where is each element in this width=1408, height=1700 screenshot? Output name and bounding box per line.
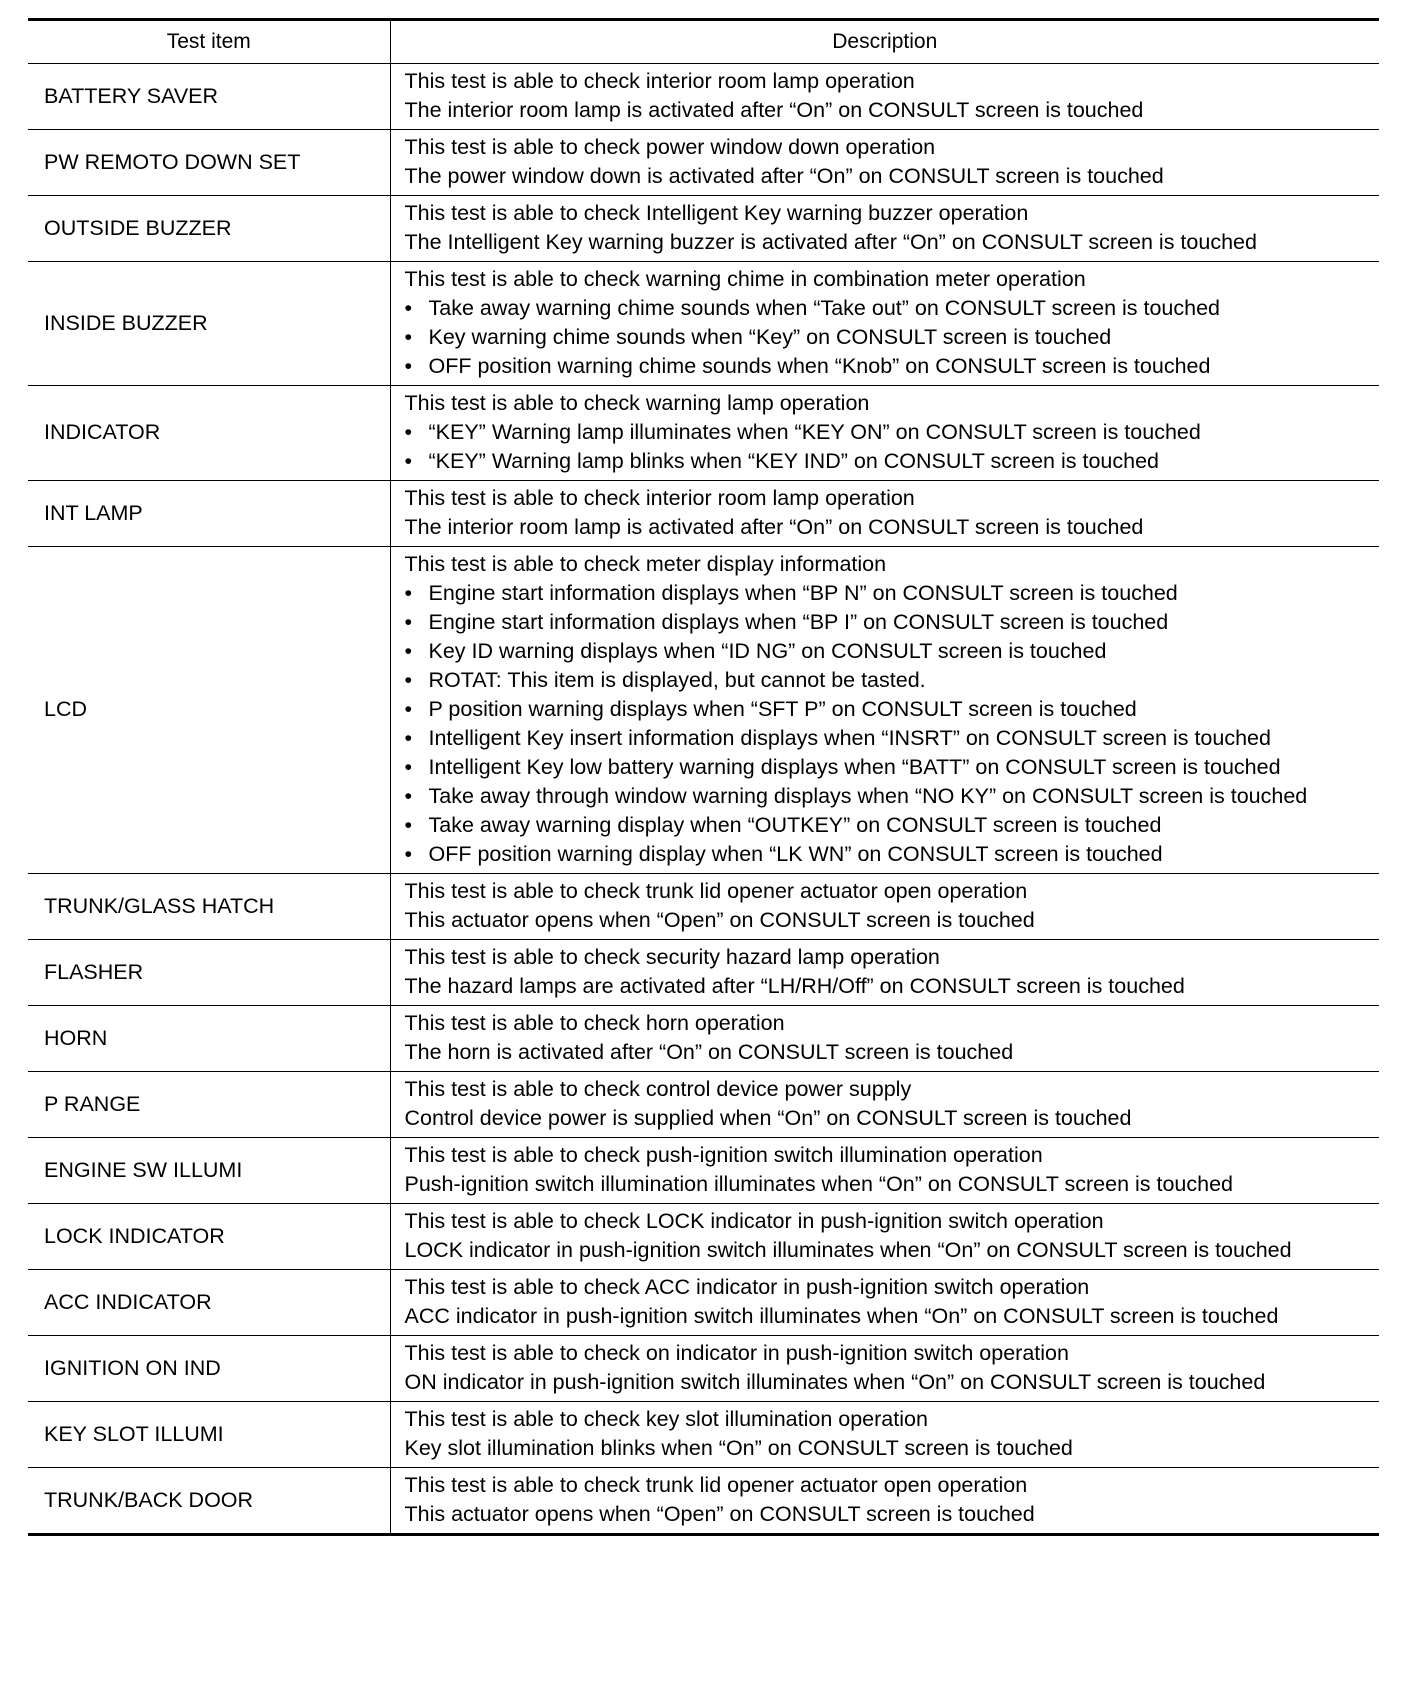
description-detail: The power window down is activated after “On” on CONSULT screen is touched	[404, 164, 1164, 188]
description-cell	[390, 1402, 1379, 1468]
description-intro: This test is able to check control device power supply	[404, 1077, 912, 1101]
table-body	[28, 64, 1379, 1535]
test-item-cell: ACC INDICATOR	[28, 1270, 390, 1336]
table-row	[28, 1468, 1379, 1535]
description-detail: The Intelligent Key warning buzzer is activated after “On” on CONSULT screen is touched	[404, 230, 1257, 254]
description-detail: The interior room lamp is activated after “On” on CONSULT screen is touched	[404, 515, 1144, 539]
test-item-cell: LOCK INDICATOR	[28, 1204, 390, 1270]
bullet-icon: •	[404, 354, 413, 378]
description-bullet	[405, 447, 1376, 476]
bullet-text: Intelligent Key insert information displays when “INSRT” on CONSULT screen is touched	[428, 726, 1271, 750]
description-detail: ON indicator in push-ignition switch illuminates when “On” on CONSULT screen is touched	[404, 1370, 1266, 1394]
test-item-cell: TRUNK/GLASS HATCH	[28, 874, 390, 940]
test-item-cell: LCD	[28, 547, 390, 874]
bullet-icon: •	[404, 449, 413, 473]
description-cell	[390, 386, 1379, 481]
bullet-text: OFF position warning chime sounds when “Knob” on CONSULT screen is touched	[428, 354, 1211, 378]
description-bullet	[405, 637, 1376, 666]
description-cell	[390, 1006, 1379, 1072]
description-bullet	[405, 352, 1376, 381]
test-item-cell: INDICATOR	[28, 386, 390, 481]
table-row	[28, 130, 1379, 196]
description-intro: This test is able to check Intelligent Key warning buzzer operation	[404, 201, 1029, 225]
test-item-cell: ENGINE SW ILLUMI	[28, 1138, 390, 1204]
description-intro: This test is able to check power window down operation	[404, 135, 936, 159]
description-cell	[390, 262, 1379, 386]
description-cell	[390, 1468, 1379, 1535]
bullet-text: Take away warning chime sounds when “Take out” on CONSULT screen is touched	[428, 296, 1221, 320]
table-row	[28, 1402, 1379, 1468]
table-row	[28, 874, 1379, 940]
table-row	[28, 547, 1379, 874]
description-cell	[390, 1072, 1379, 1138]
description-bullet	[405, 811, 1376, 840]
bullet-icon: •	[404, 697, 413, 721]
bullet-icon: •	[404, 755, 413, 779]
description-cell	[390, 64, 1379, 130]
description-bullet	[405, 294, 1376, 323]
bullet-text: P position warning displays when “SFT P” on CONSULT screen is touched	[428, 697, 1137, 721]
header-description: Description	[390, 20, 1379, 64]
description-detail: Push-ignition switch illumination illuminates when “On” on CONSULT screen is touched	[404, 1172, 1234, 1196]
description-detail: The hazard lamps are activated after “LH/RH/Off” on CONSULT screen is touched	[404, 974, 1185, 998]
bullet-icon: •	[404, 581, 413, 605]
description-bullet	[405, 579, 1376, 608]
test-item-cell: IGNITION ON IND	[28, 1336, 390, 1402]
table-row	[28, 262, 1379, 386]
description-intro: This test is able to check trunk lid opener actuator open operation	[404, 879, 1028, 903]
description-detail: Control device power is supplied when “On” on CONSULT screen is touched	[404, 1106, 1132, 1130]
bullet-text: “KEY” Warning lamp blinks when “KEY IND” on CONSULT screen is touched	[428, 449, 1159, 473]
bullet-icon: •	[404, 813, 413, 837]
test-item-cell: BATTERY SAVER	[28, 64, 390, 130]
bullet-text: Engine start information displays when “BP N” on CONSULT screen is touched	[428, 581, 1178, 605]
description-cell	[390, 130, 1379, 196]
description-bullet	[405, 753, 1376, 782]
active-test-table	[28, 18, 1379, 1536]
description-bullet	[405, 840, 1376, 869]
table-row	[28, 940, 1379, 1006]
description-cell	[390, 196, 1379, 262]
description-cell	[390, 874, 1379, 940]
description-detail: The interior room lamp is activated after “On” on CONSULT screen is touched	[404, 98, 1144, 122]
table-row	[28, 196, 1379, 262]
description-bullet	[405, 695, 1376, 724]
description-bullet	[405, 608, 1376, 637]
bullet-text: Take away through window warning displays when “NO KY” on CONSULT screen is touched	[428, 784, 1308, 808]
description-cell	[390, 1138, 1379, 1204]
description-cell	[390, 1336, 1379, 1402]
description-intro: This test is able to check meter display information	[404, 552, 887, 576]
table-row	[28, 1204, 1379, 1270]
description-bullet	[405, 782, 1376, 811]
bullet-text: Take away warning display when “OUTKEY” on CONSULT screen is touched	[428, 813, 1162, 837]
description-cell	[390, 1204, 1379, 1270]
description-intro: This test is able to check key slot illumination operation	[404, 1407, 928, 1431]
description-cell	[390, 1270, 1379, 1336]
bullet-icon: •	[404, 668, 413, 692]
table-row	[28, 64, 1379, 130]
header-test-item: Test item	[28, 20, 390, 64]
bullet-icon: •	[404, 325, 413, 349]
description-intro: This test is able to check interior room lamp operation	[404, 69, 915, 93]
description-detail: Key slot illumination blinks when “On” on CONSULT screen is touched	[404, 1436, 1073, 1460]
test-item-cell: FLASHER	[28, 940, 390, 1006]
table-row	[28, 1138, 1379, 1204]
description-detail: This actuator opens when “Open” on CONSULT screen is touched	[404, 908, 1035, 932]
description-cell	[390, 481, 1379, 547]
description-bullet	[405, 418, 1376, 447]
description-intro: This test is able to check horn operation	[404, 1011, 785, 1035]
bullet-icon: •	[404, 420, 413, 444]
test-item-cell: KEY SLOT ILLUMI	[28, 1402, 390, 1468]
bullet-icon: •	[404, 726, 413, 750]
bullet-text: Intelligent Key low battery warning displays when “BATT” on CONSULT screen is touched	[428, 755, 1281, 779]
bullet-icon: •	[404, 842, 413, 866]
bullet-text: Engine start information displays when “BP I” on CONSULT screen is touched	[428, 610, 1169, 634]
description-cell	[390, 940, 1379, 1006]
bullet-text: ROTAT: This item is displayed, but cannot be tasted.	[428, 668, 926, 692]
bullet-text: OFF position warning display when “LK WN” on CONSULT screen is touched	[428, 842, 1163, 866]
bullet-text: Key ID warning displays when “ID NG” on CONSULT screen is touched	[428, 639, 1107, 663]
table-row	[28, 1072, 1379, 1138]
description-intro: This test is able to check interior room lamp operation	[404, 486, 915, 510]
description-bullet	[405, 666, 1376, 695]
table-row	[28, 1006, 1379, 1072]
bullet-icon: •	[404, 639, 413, 663]
description-intro: This test is able to check ACC indicator in push-ignition switch operation	[404, 1275, 1090, 1299]
test-item-cell: INSIDE BUZZER	[28, 262, 390, 386]
description-intro: This test is able to check push-ignition switch illumination operation	[404, 1143, 1043, 1167]
bullet-icon: •	[404, 784, 413, 808]
bullet-text: Key warning chime sounds when “Key” on CONSULT screen is touched	[428, 325, 1112, 349]
test-item-cell: P RANGE	[28, 1072, 390, 1138]
test-item-cell: TRUNK/BACK DOOR	[28, 1468, 390, 1535]
bullet-icon: •	[404, 296, 413, 320]
test-item-cell: PW REMOTO DOWN SET	[28, 130, 390, 196]
description-intro: This test is able to check on indicator in push-ignition switch operation	[404, 1341, 1069, 1365]
description-intro: This test is able to check LOCK indicator in push-ignition switch operation	[404, 1209, 1104, 1233]
description-bullet	[405, 323, 1376, 352]
bullet-text: “KEY” Warning lamp illuminates when “KEY ON” on CONSULT screen is touched	[428, 420, 1201, 444]
bullet-icon: •	[404, 610, 413, 634]
table-row	[28, 481, 1379, 547]
test-item-cell: OUTSIDE BUZZER	[28, 196, 390, 262]
description-detail: This actuator opens when “Open” on CONSULT screen is touched	[404, 1502, 1035, 1526]
description-intro: This test is able to check warning lamp operation	[404, 391, 870, 415]
description-detail: ACC indicator in push-ignition switch illuminates when “On” on CONSULT screen is touched	[404, 1304, 1279, 1328]
description-intro: This test is able to check security hazard lamp operation	[404, 945, 940, 969]
description-detail: The horn is activated after “On” on CONSULT screen is touched	[404, 1040, 1014, 1064]
table-row	[28, 1336, 1379, 1402]
test-item-cell: INT LAMP	[28, 481, 390, 547]
table-row	[28, 1270, 1379, 1336]
description-intro: This test is able to check trunk lid opener actuator open operation	[404, 1473, 1028, 1497]
table-row	[28, 386, 1379, 481]
description-detail: LOCK indicator in push-ignition switch illuminates when “On” on CONSULT screen is touched	[404, 1238, 1292, 1262]
table-header-row	[28, 20, 1379, 64]
description-intro: This test is able to check warning chime in combination meter operation	[404, 267, 1086, 291]
description-cell	[390, 547, 1379, 874]
test-item-cell: HORN	[28, 1006, 390, 1072]
description-bullet	[405, 724, 1376, 753]
